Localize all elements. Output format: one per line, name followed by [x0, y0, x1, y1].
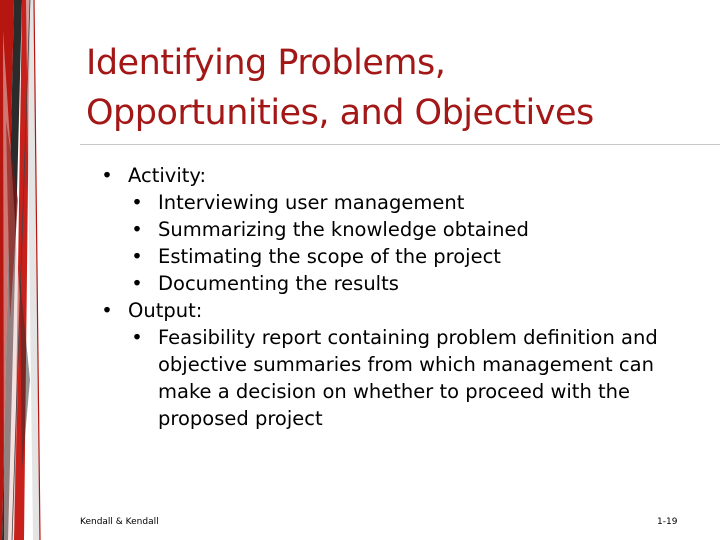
decorative-side-strip: [0, 0, 42, 540]
activity-item-text: Interviewing user management: [158, 191, 465, 214]
slide-title-line-1: Identifying Problems,: [86, 43, 446, 83]
title-divider: [80, 144, 720, 145]
bullet-output: [100, 297, 700, 324]
output-label: Output:: [128, 299, 203, 322]
slide-title-line-2: Opportunities, and Objectives: [86, 93, 594, 133]
footer-page-number: 1-19: [657, 517, 678, 527]
bullet-dot-icon: •: [131, 218, 143, 241]
bullet-dot-icon: •: [131, 191, 143, 214]
list-item: [100, 324, 700, 432]
activity-label: Activity:: [128, 164, 207, 187]
list-item: [100, 189, 700, 216]
bullet-dot-icon: •: [131, 245, 143, 268]
bullet-dot-icon: •: [101, 299, 113, 322]
list-item: [100, 270, 700, 297]
bullet-dot-icon: •: [131, 326, 143, 349]
list-item: [100, 243, 700, 270]
list-item: [100, 216, 700, 243]
bullet-dot-icon: •: [131, 272, 143, 295]
footer-author: Kendall & Kendall: [80, 517, 159, 527]
activity-item-text: Estimating the scope of the project: [158, 245, 501, 268]
slide-body: [100, 162, 700, 432]
bullet-dot-icon: •: [101, 164, 113, 187]
activity-item-text: Summarizing the knowledge obtained: [158, 218, 529, 241]
bullet-activity: [100, 162, 700, 189]
activity-item-text: Documenting the results: [158, 272, 399, 295]
output-item-text: Feasibility report containing problem definition and objective summaries from which management can make a decision on whether to proceed with the proposed project: [158, 326, 658, 430]
slide-title: [86, 38, 696, 138]
